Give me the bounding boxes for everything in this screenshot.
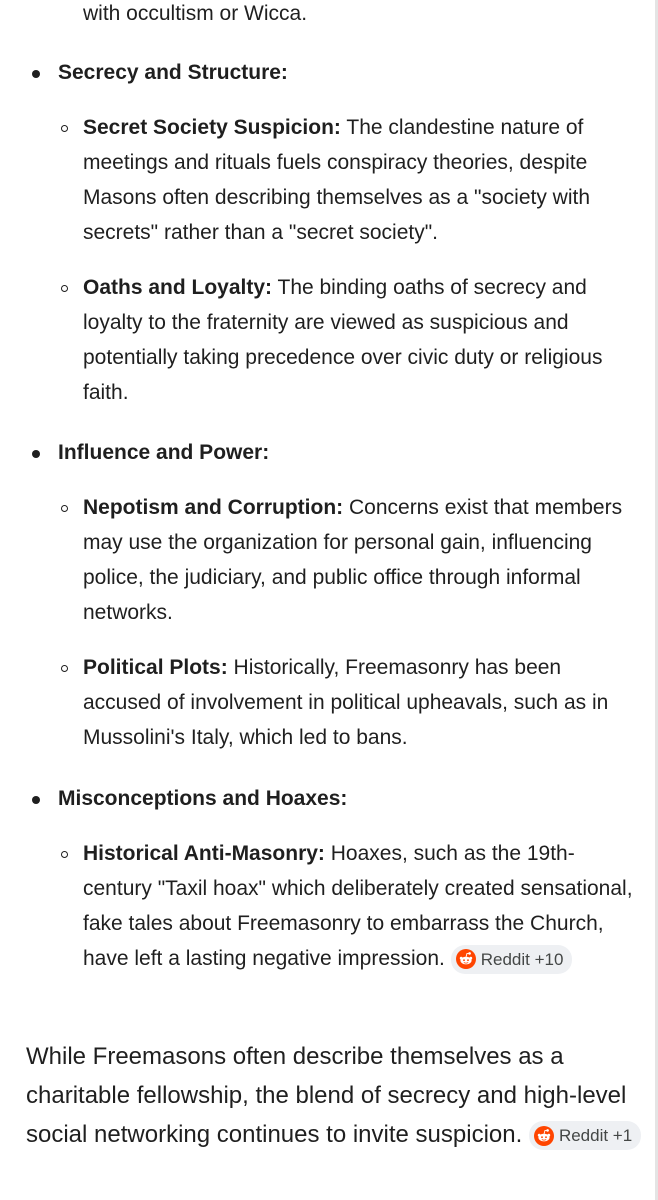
list-item: [83, 650, 643, 755]
list-item: [83, 110, 643, 250]
bullet-ring: [61, 505, 68, 512]
bullet-ring: [61, 285, 68, 292]
section-heading: Secrecy and Structure:: [58, 61, 288, 84]
list-item: [83, 836, 643, 976]
bullet-ring: [61, 851, 68, 858]
list-item: [83, 490, 643, 630]
bullet-dot: [32, 450, 40, 458]
reddit-icon: [534, 1126, 554, 1146]
item-text: Hoaxes, such as the 19th-century "Taxil hoax" which deliberately created sensational, fake tales about Freemasonry to embarrass the Church, have left a lasting negative impression.: [83, 842, 633, 970]
section-heading: Influence and Power:: [58, 441, 270, 464]
item-text: The binding oaths of secrecy and loyalty to the fraternity are viewed as suspicious and potentially taking precedence over civic duty or religious faith.: [83, 276, 603, 404]
item-term: Nepotism and Corruption:: [83, 496, 344, 519]
item-text: Historically, Freemasonry has been accused of involvement in political upheavals, such as in Mussolini's Italy, which led to bans.: [83, 656, 609, 749]
item-term: Secret Society Suspicion:: [83, 116, 341, 139]
source-chip-reddit[interactable]: [529, 1121, 641, 1150]
continuation-text: with occultism or Wicca.: [83, 2, 308, 25]
conclusion-text: While Freemasons often describe themselves as a charitable fellowship, the blend of secrecy and high-level social networking continues to invite suspicion.: [26, 1043, 627, 1148]
source-chip-label: Reddit +1: [558, 1126, 633, 1146]
item-term: Political Plots:: [83, 656, 228, 679]
bullet-dot: [32, 70, 40, 78]
bullet-dot: [32, 796, 40, 804]
bullet-ring: [61, 125, 68, 132]
reddit-icon: [456, 949, 476, 969]
item-term: Oaths and Loyalty:: [83, 276, 273, 299]
source-chip-label: Reddit +10: [480, 949, 564, 969]
conclusion-paragraph: [26, 1037, 646, 1154]
source-chip-reddit[interactable]: [451, 945, 573, 974]
bullet-ring: [61, 665, 68, 672]
item-text: The clandestine nature of meetings and rituals fuels conspiracy theories, despite Masons often describing themselves as a "society with secrets" rather than a "secret society".: [83, 116, 591, 244]
list-item: [83, 270, 643, 410]
section-heading: Misconceptions and Hoaxes:: [58, 787, 348, 810]
item-text: Concerns exist that members may use the organization for personal gain, influencing police, the judiciary, and public office through informal networks.: [83, 496, 623, 624]
item-term: Historical Anti-Masonry:: [83, 842, 325, 865]
